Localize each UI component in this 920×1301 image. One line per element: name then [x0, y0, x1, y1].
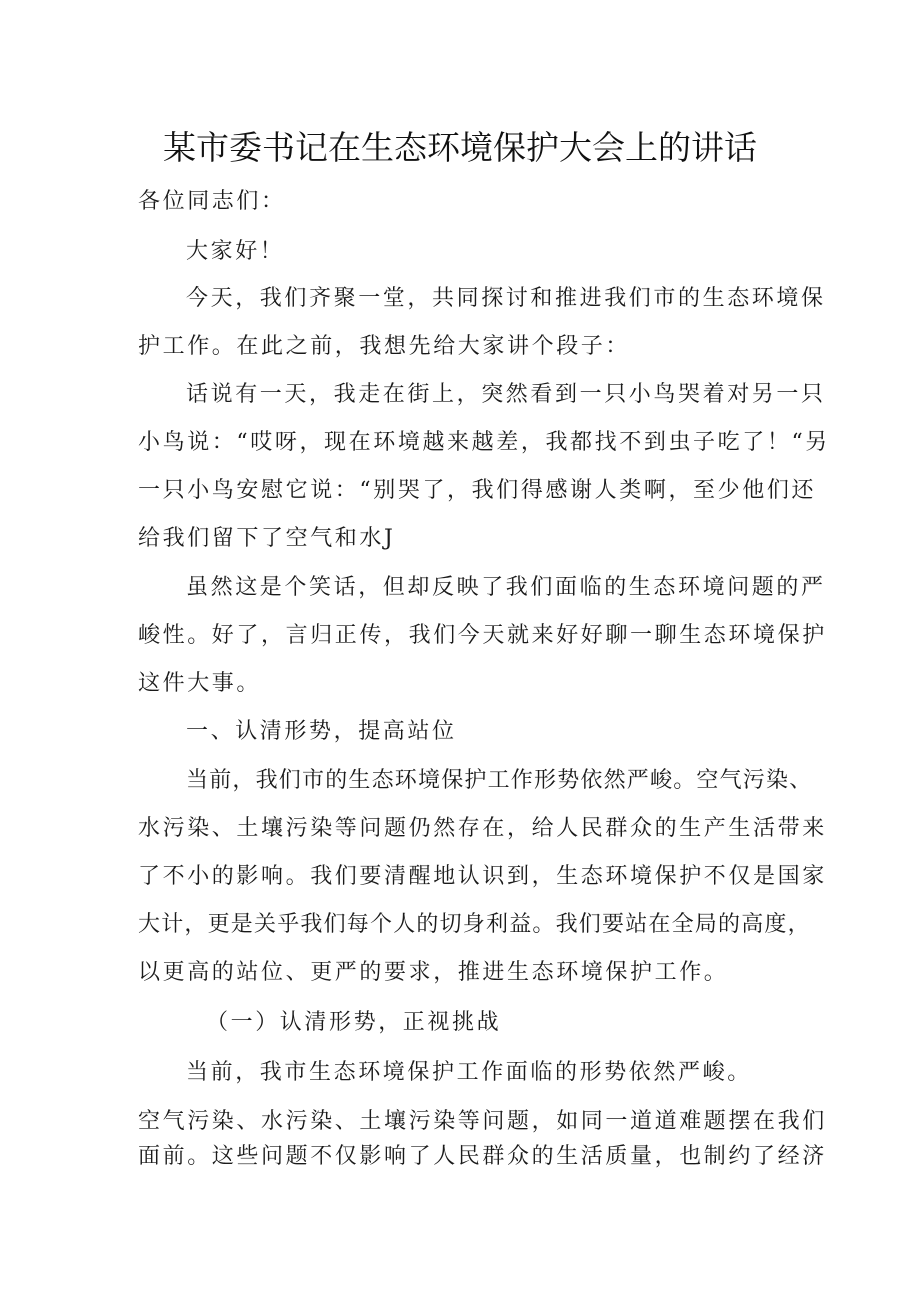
section-body-line: 了不小的影响。我们要清醒地认识到，生态环境保护不仅是国家	[138, 864, 827, 889]
subsection-body-line: 面前。这些问题不仅影响了人民群众的生活质量，也制约了经济	[138, 1144, 827, 1169]
greeting: 大家好！	[186, 239, 285, 264]
salutation: 各位同志们：	[138, 189, 286, 214]
reflection-line: 峻性。好了，言归正传，我们今天就来好好聊一聊生态环境保护	[138, 623, 827, 648]
section-heading: 一、认清形势，提高站位	[186, 719, 457, 744]
intro-line: 护工作。在此之前，我想先给大家讲个段子：	[138, 334, 631, 359]
subsection-body-line: 当前，我市生态环境保护工作面临的形势依然严峻。	[186, 1060, 752, 1085]
subsection-body-line: 空气污染、水污染、土壤污染等问题，如同一道道难题摆在我们	[138, 1109, 827, 1134]
section-body-line: 大计，更是关乎我们每个人的切身利益。我们要站在全局的高度，	[138, 912, 811, 937]
story-line: 小鸟说：“哎呀，现在环境越来越差，我都找不到虫子吃了！“另	[138, 430, 830, 455]
reflection-line: 虽然这是个笑话，但却反映了我们面临的生态环境问题的严	[186, 575, 826, 600]
reflection-line: 这件大事。	[138, 671, 262, 696]
intro-line: 今天，我们齐聚一堂，共同探讨和推进我们市的生态环境保	[186, 286, 826, 311]
document-title: 某市委书记在生态环境保护大会上的讲话	[163, 128, 757, 167]
story-line: 给我们留下了空气和水J	[138, 526, 396, 551]
section-body-line: 以更高的站位、更严的要求，推进生态环境保护工作。	[138, 960, 729, 985]
subsection-heading: （一）认清形势，正视挑战	[206, 1010, 502, 1035]
section-body-line: 水污染、土壤污染等问题仍然存在，给人民群众的生产生活带来	[138, 816, 827, 841]
section-body-line: 当前，我们市的生态环境保护工作形势依然严峻。空气污染、	[186, 768, 813, 793]
story-line: 话说有一天，我走在街上，突然看到一只小鸟哭着对另一只	[186, 382, 826, 407]
story-line: 一只小鸟安慰它说：“别哭了，我们得感谢人类啊，至少他们还	[138, 478, 817, 503]
